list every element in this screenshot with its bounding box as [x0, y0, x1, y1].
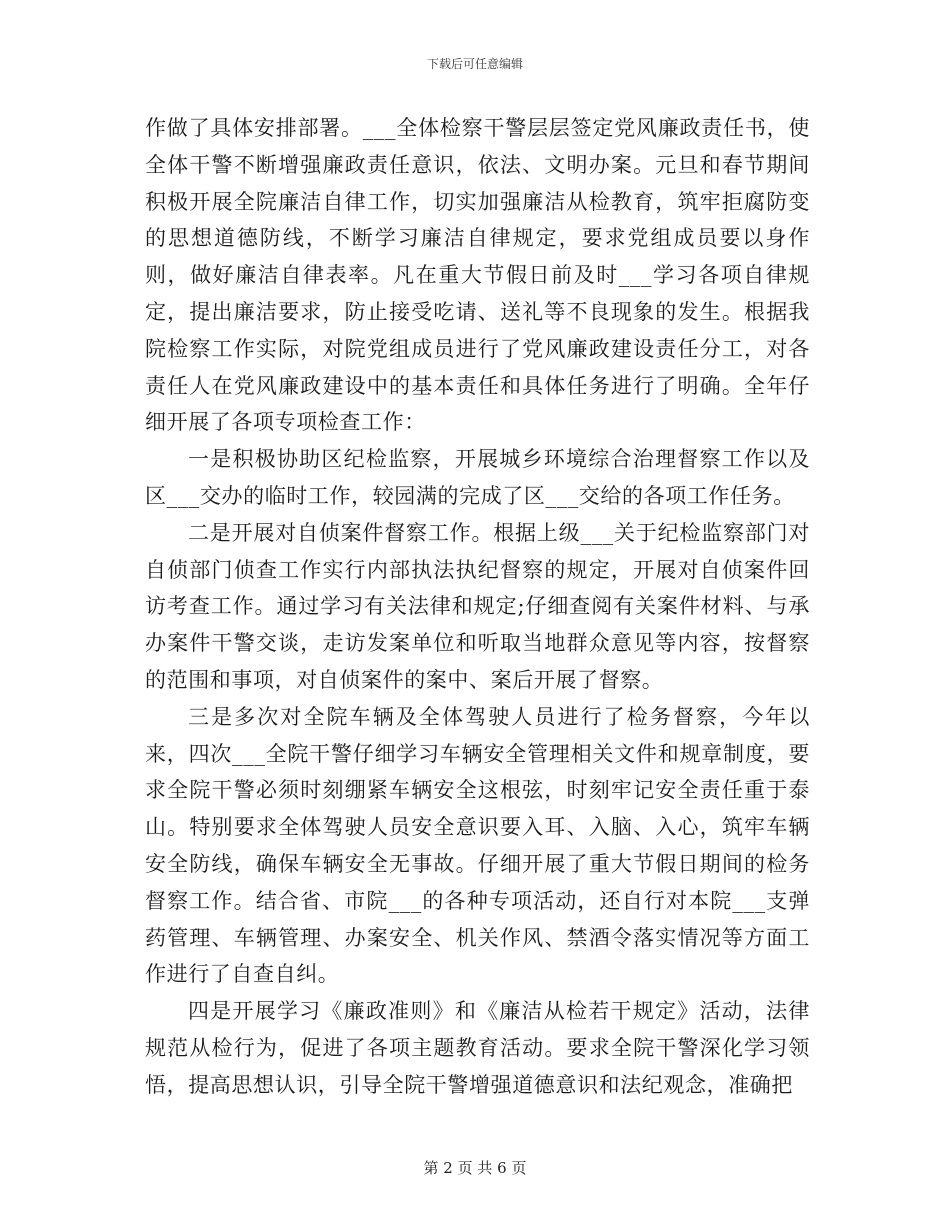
document-body [145, 110, 810, 1104]
paragraph-item-two: 二是开展对自侦案件督察工作。根据上级___关于纪检监察部门对自侦部门侦查工作实行内部执法执纪督察的规定，开展对自侦案件回访考查工作。通过学习有关法律和规定;仔细查阅有关案件材料、与承办案件干警交谈，走访发案单位和听取当地群众意见等内容，按督察的范围和事项，对自侦案件的案中、案后开展了督察。 [145, 520, 810, 692]
paragraph-item-four: 四是开展学习《廉政准则》和《廉洁从检若干规定》活动，法律规范从检行为，促进了各项主题教育活动。要求全院干警深化学习领悟，提高思想认识，引导全院干警增强道德意识和法纪观念，准确把 [145, 999, 810, 1097]
paragraph-item-three: 三是多次对全院车辆及全体驾驶人员进行了检务督察，今年以来，四次___全院干警仔细学习车辆安全管理相关文件和规章制度，要求全院干警必须时刻绷紧车辆安全这根弦，时刻牢记安全责任重于泰山。特别要求全体驾驶人员安全意识要入耳、入脑、入心，筑牢车辆安全防线，确保车辆安全无事故。仔细开展了重大节假日期间的检务督察工作。结合省、市院___的各种专项活动，还自行对本院___支弹药管理、车辆管理、办案安全、机关作风、禁酒令落实情况等方面工作进行了自查自纠。 [145, 704, 810, 987]
page-number-footer: 第 2 页 共 6 页 [423, 1159, 527, 1177]
paragraph-continuation: 作做了具体安排部署。___全体检察干警层层签定党风廉政责任书，使全体干警不断增强廉政责任意识，依法、文明办案。元旦和春节期间积极开展全院廉洁自律工作，切实加强廉洁从检教育，筑牢拒腐防变的思想道德防线，不断学习廉洁自律规定，要求党组成员要以身作则，做好廉洁自律表率。凡在重大节假日前及时___学习各项自律规定，提出廉洁要求，防止接受吃请、送礼等不良现象的发生。根据我院检察工作实际，对院党组成员进行了党风廉政建设责任分工，对各责任人在党风廉政建设中的基本责任和具体任务进行了明确。全年仔细开展了各项专项检查工作： [145, 116, 810, 435]
paragraph-item-one: 一是积极协助区纪检监察，开展城乡环境综合治理督察工作以及区___交办的临时工作，较园满的完成了区___交给的各项工作任务。 [145, 447, 810, 508]
page-header: 下载后可任意编辑 [426, 57, 523, 71]
